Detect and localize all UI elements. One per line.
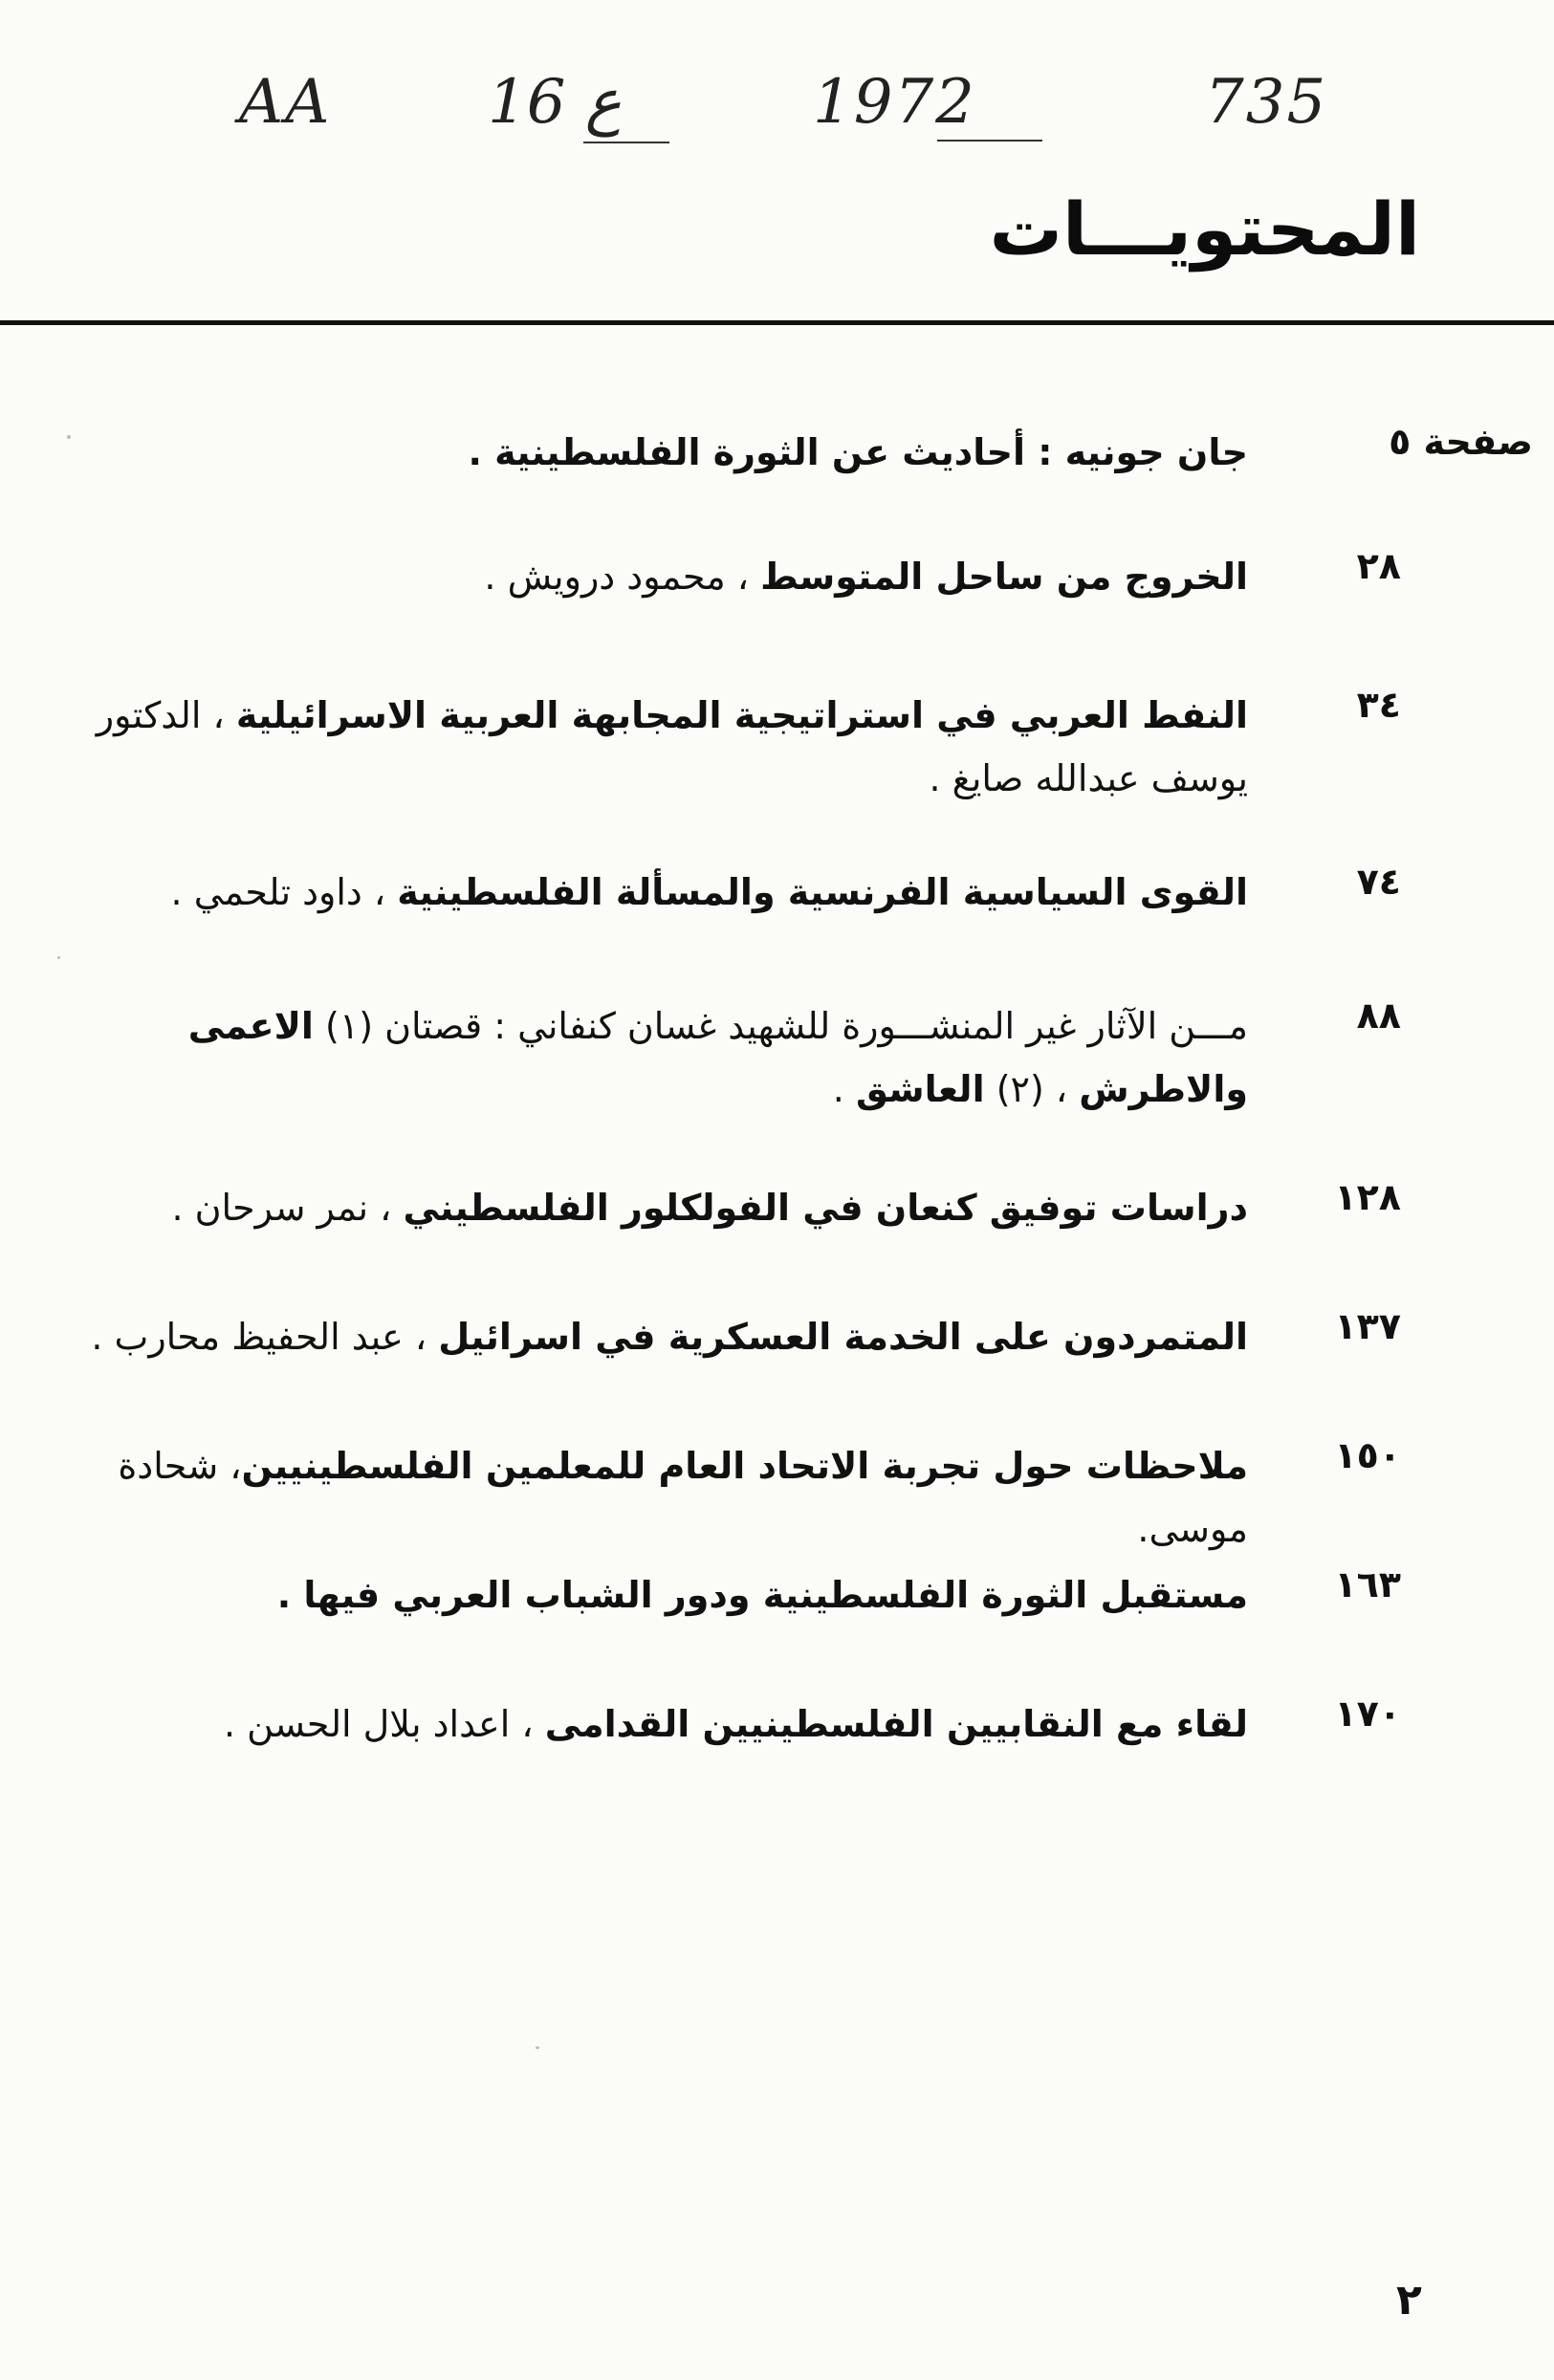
- toc-page-label: صفحة ٥: [1389, 421, 1533, 463]
- toc-entry-title: لقاء مع النقابيين الفلسطينيين القدامى: [544, 1703, 1248, 1745]
- toc-entry-text: [14, 1563, 1248, 1627]
- toc-entry: [0, 545, 1554, 660]
- toc-entry: [0, 994, 1554, 1109]
- toc-entry-text: [14, 994, 1248, 1121]
- toc-entry-title-2: العاشق: [855, 1068, 985, 1110]
- toc-page-number: ١٦٣: [1334, 1563, 1401, 1605]
- toc-entry-author: .: [832, 1068, 856, 1110]
- scan-speck: [57, 956, 60, 959]
- toc-entry-title: الخروج من ساحل المتوسط: [760, 556, 1248, 598]
- handwritten-number-2: 16 ع: [488, 67, 622, 138]
- scan-speck: [536, 2046, 539, 2049]
- toc-entry-author: ، نمر سرحان .: [171, 1187, 404, 1229]
- handwritten-year: 1972: [813, 67, 976, 138]
- toc-entry-text: [14, 545, 1248, 608]
- toc-entry-title: دراسات توفيق كنعان في الفولكلور الفلسطيني: [403, 1187, 1248, 1229]
- toc-entry-title: جان جونيه : أحاديث عن الثورة الفلسطينية .: [468, 431, 1248, 473]
- toc-entry-text: [14, 1176, 1248, 1239]
- scan-speck: [67, 435, 71, 439]
- toc-entry-title: القوى السياسية الفرنسية والمسألة الفلسطينية: [397, 871, 1248, 913]
- toc-entry-author: ، شحادة موسى.: [118, 1445, 1248, 1550]
- toc-entry-title: ملاحظات حول تجربة الاتحاد العام للمعلمين الفلسطينيين: [241, 1445, 1248, 1487]
- toc-entry-title: المتمردون على الخدمة العسكرية في اسرائيل: [438, 1316, 1248, 1358]
- toc-page-number: ٧٤: [1356, 861, 1401, 903]
- toc-page-number: ٣٤: [1356, 684, 1401, 726]
- footer-page-number: ٢: [1396, 2276, 1422, 2325]
- toc-page-number: ١٥٠: [1334, 1434, 1401, 1476]
- toc-entry-author: ، الدكتور يوسف عبدالله صايغ .: [96, 694, 1248, 799]
- toc-entry-title: مستقبل الثورة الفلسطينية ودور الشباب العربي فيها .: [276, 1574, 1248, 1616]
- toc-entry-text: [14, 861, 1248, 924]
- toc-entry-text: [14, 1305, 1248, 1368]
- toc-entry-author: ، اعداد بلال الحسن .: [223, 1703, 545, 1745]
- toc-entry: [0, 1692, 1554, 1807]
- toc-entry-title: الاعمى والاطرش: [187, 1005, 1248, 1110]
- title-divider: [0, 320, 1554, 325]
- toc-entry-text: [14, 1434, 1248, 1561]
- toc-entry-text: [14, 1692, 1248, 1756]
- toc-page-number: ٢٨: [1356, 545, 1401, 587]
- toc-entry: [0, 1563, 1554, 1678]
- handwritten-number-4: 735: [1205, 67, 1328, 138]
- toc-entry-separator: ، (٢): [984, 1068, 1080, 1110]
- toc-entry-prefix: مـــن الآثار غير المنشـــورة للشهيد غسان كنفاني : قصتان (١): [313, 1005, 1248, 1047]
- toc-entry: [0, 1176, 1554, 1291]
- toc-entry: [0, 1434, 1554, 1549]
- toc-entry-author: ، محمود درويش .: [484, 556, 761, 598]
- handwritten-underline: [583, 142, 669, 143]
- page-title: المحتويـــات: [989, 186, 1420, 272]
- toc-entry: [0, 684, 1554, 798]
- toc-entry-text: [14, 684, 1248, 810]
- toc-entry: [0, 421, 1554, 535]
- toc-page-number: ١٧٠: [1334, 1692, 1401, 1735]
- toc-entry-title: النفط العربي في استراتيجية المجابهة العربية الاسرائيلية: [235, 694, 1248, 736]
- handwritten-number-1: AA: [239, 67, 332, 138]
- toc-entry: [0, 861, 1554, 975]
- handwritten-annotation: [239, 67, 1328, 172]
- toc-entry-text: [14, 421, 1248, 484]
- toc-entry: [0, 1305, 1554, 1420]
- toc-page-number: ٨٨: [1356, 994, 1401, 1037]
- toc-entry-author: ، عبد الحفيظ محارب .: [91, 1316, 439, 1358]
- toc-page-number: ١٣٧: [1334, 1305, 1401, 1347]
- handwritten-underline-2: [937, 140, 1042, 142]
- toc-page-number: ١٢٨: [1334, 1176, 1401, 1218]
- toc-entry-author: ، داود تلحمي .: [170, 871, 398, 913]
